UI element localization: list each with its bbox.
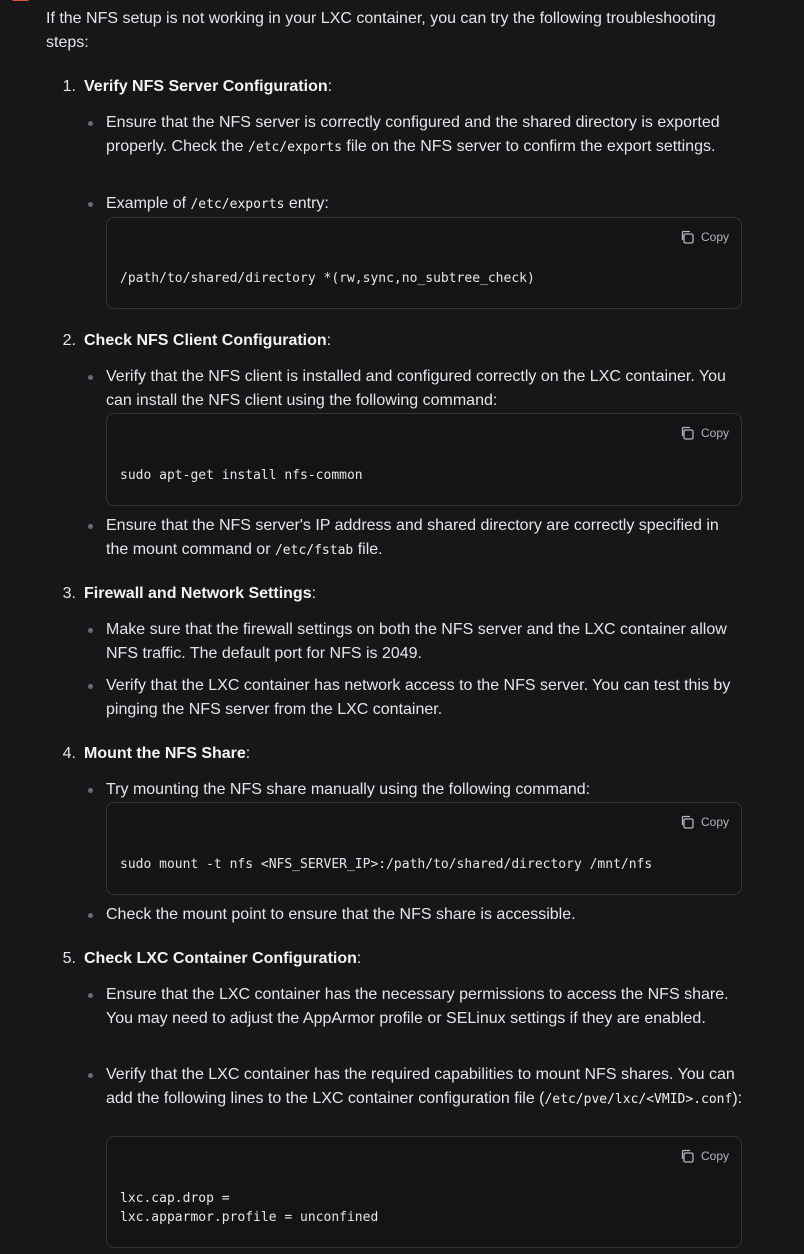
list-item: Example of /etc/exports entry: (106, 192, 746, 217)
code-block (106, 217, 742, 309)
list-item: Verify that the LXC container has network access to the NFS server. You can test this by pinging the NFS server from the LXC container. (106, 674, 736, 722)
step-title: Check NFS Client Configuration: (84, 332, 332, 349)
assistant-avatar (11, 0, 30, 1)
copy-label: Copy (700, 1149, 729, 1163)
inline-code: /etc/exports (248, 140, 342, 155)
copy-button[interactable] (680, 1147, 729, 1165)
list-item: Ensure that the LXC container has the necessary permissions to access the NFS share. You may need to adjust the AppArmor profile or SELinux settings if they are enabled. (106, 983, 736, 1031)
step-number: 3. (62, 585, 76, 602)
code-text: sudo apt-get install nfs-common (120, 468, 363, 483)
list-item: Verify that the NFS client is installed and configured correctly on the LXC container. You can install the NFS client using the following command: (106, 365, 746, 413)
copy-icon (680, 230, 694, 244)
list-item: Check the mount point to ensure that the NFS share is accessible. (106, 903, 746, 927)
step-title: Verify NFS Server Configuration: (84, 78, 333, 95)
list-item: Verify that the LXC container has the required capabilities to mount NFS shares. You can add the following lines to the LXC container configuration file (/etc/pve/lxc/<VMID>.conf): (106, 1063, 746, 1112)
copy-label: Copy (700, 815, 729, 829)
inline-code: /etc/pve/lxc/<VMID>.conf (544, 1092, 733, 1107)
step-number: 5. (62, 950, 76, 967)
code-block (106, 802, 742, 895)
copy-icon (680, 1149, 694, 1163)
list-item: Try mounting the NFS share manually using the following command: (106, 778, 746, 802)
step-title: Firewall and Network Settings: (84, 585, 317, 602)
step-title: Check LXC Container Configuration: (84, 950, 362, 967)
step-title: Mount the NFS Share: (84, 745, 251, 762)
inline-code: /etc/fstab (274, 543, 354, 558)
copy-button[interactable] (680, 228, 729, 246)
intro-text: If the NFS setup is not working in your LXC container, you can try the following troubleshooting steps: (46, 10, 716, 51)
code-text: /path/to/shared/directory *(rw,sync,no_subtree_check) (120, 271, 535, 286)
step-number: 2. (62, 332, 76, 349)
list-item: Ensure that the NFS server's IP address and shared directory are correctly specified in the mount command or /etc/fstab file. (106, 514, 726, 563)
step-number: 4. (62, 745, 76, 762)
list-item: Ensure that the NFS server is correctly configured and the shared directory is exported properly. Check the /etc/exports file on the NFS server to confirm the export settings. (106, 111, 726, 160)
copy-button[interactable] (680, 813, 729, 831)
copy-label: Copy (700, 230, 729, 244)
copy-icon (680, 426, 694, 440)
list-item: Make sure that the firewall settings on both the NFS server and the LXC container allow NFS traffic. The default port for NFS is 2049. (106, 618, 736, 666)
copy-button[interactable] (680, 424, 729, 442)
copy-label: Copy (700, 426, 729, 440)
code-block (106, 1136, 742, 1248)
step-number: 1. (62, 78, 76, 95)
code-block (106, 413, 742, 506)
code-text: lxc.cap.drop = lxc.apparmor.profile = unconfined (120, 1191, 379, 1225)
code-text: sudo mount -t nfs <NFS_SERVER_IP>:/path/to/shared/directory /mnt/nfs (120, 857, 653, 872)
inline-code: /etc/exports (190, 197, 285, 212)
copy-icon (680, 815, 694, 829)
